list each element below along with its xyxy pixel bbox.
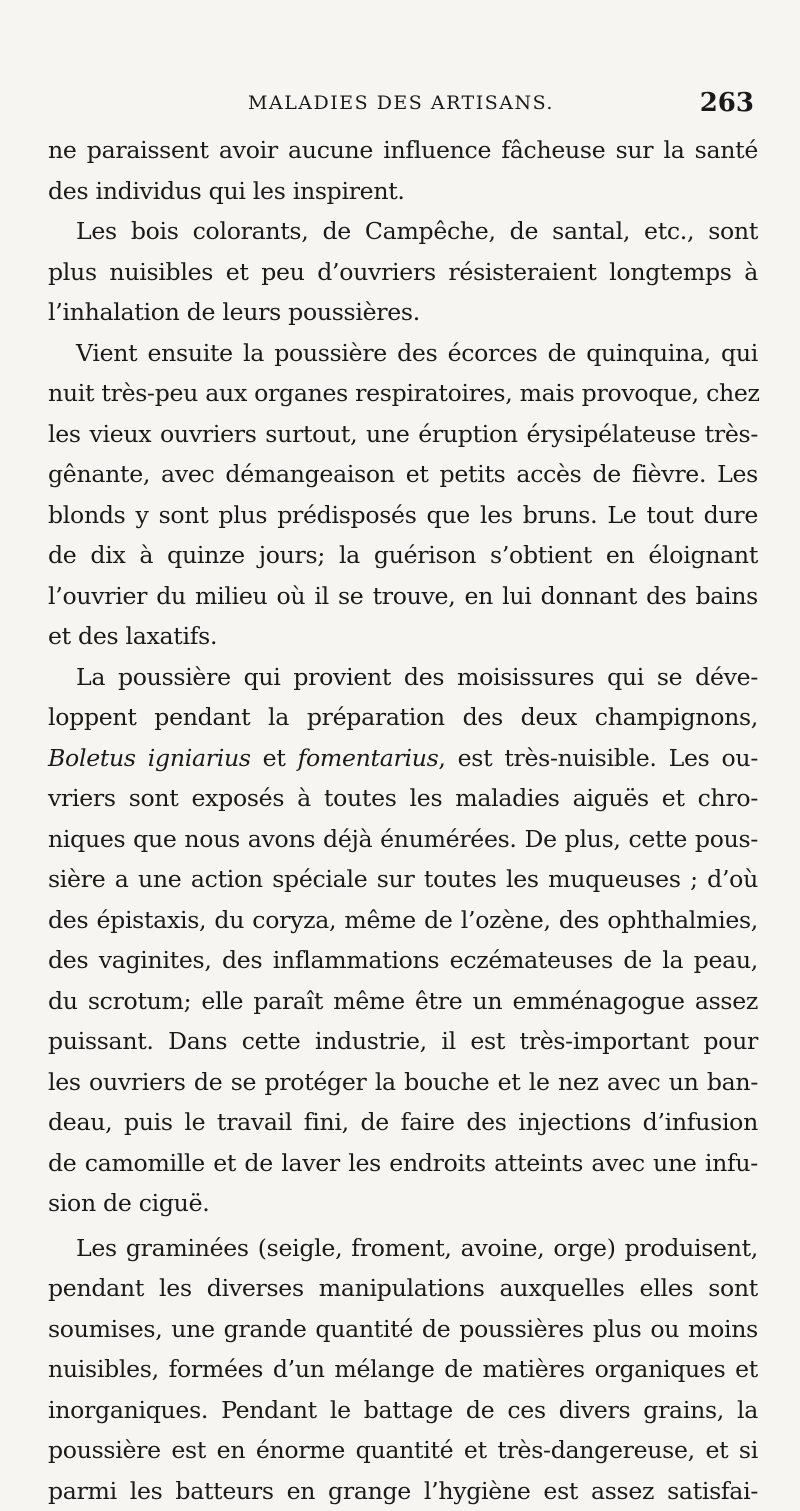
paragraph-4 [48, 657, 758, 1224]
running-title: MALADIES DES ARTISANS. [48, 92, 754, 114]
text-line: pendant les diverses manipulations auxquelles elles sont [48, 1268, 758, 1309]
text-line: parmi les batteurs en grange l’hygiène est assez satisfai- [48, 1471, 758, 1511]
text-line: nuisibles, formées d’un mélange de matières organiques et [48, 1349, 758, 1390]
species-name: Boletus igniarius [48, 744, 251, 772]
text-line: puissant. Dans cette industrie, il est très-important pour [48, 1021, 758, 1062]
text-line: loppent pendant la préparation des deux champignons, [48, 697, 758, 738]
text-line: nuit très-peu aux organes respiratoires, mais provoque, chez [48, 373, 758, 414]
text-line: l’ouvrier du milieu où il se trouve, en lui donnant des bains [48, 576, 758, 617]
text-line-with-italics [48, 738, 758, 779]
text-line: des épistaxis, du coryza, même de l’ozène, des ophthalmies, [48, 900, 758, 941]
text-line: les ouvriers de se protéger la bouche et le nez avec un ban- [48, 1062, 758, 1103]
text-line: Vient ensuite la poussière des écorces de quinquina, qui [48, 333, 758, 374]
paragraph-3 [48, 333, 758, 657]
text-line: des vaginites, des inflammations eczémateuses de la peau, [48, 940, 758, 981]
text-line: poussière est en énorme quantité et très-dangereuse, et si [48, 1430, 758, 1471]
text-line: du scrotum; elle paraît même être un emménagogue assez [48, 981, 758, 1022]
page-body [48, 130, 758, 1511]
text-line: les vieux ouvriers surtout, une éruption érysipélateuse très- [48, 414, 758, 455]
text-line: sière a une action spéciale sur toutes les muqueuses ; d’où [48, 859, 758, 900]
paragraph-2 [48, 211, 758, 333]
connector-text: et [251, 744, 298, 772]
paragraph-5 [48, 1228, 758, 1511]
paragraph-1 [48, 130, 758, 211]
text-line: Les graminées (seigle, froment, avoine, orge) produisent, [48, 1228, 758, 1269]
line-rest: , est très-nuisible. Les ou- [438, 744, 758, 772]
text-line: vriers sont exposés à toutes les maladies aiguës et chro- [48, 778, 758, 819]
text-line: de dix à quinze jours; la guérison s’obtient en éloignant [48, 535, 758, 576]
text-line: blonds y sont plus prédisposés que les bruns. Le tout dure [48, 495, 758, 536]
text-line: des individus qui les inspirent. [48, 171, 758, 212]
text-line: gênante, avec démangeaison et petits accès de fièvre. Les [48, 454, 758, 495]
text-line: et des laxatifs. [48, 616, 758, 657]
page-number: 263 [700, 88, 754, 118]
text-line: soumises, une grande quantité de poussières plus ou moins [48, 1309, 758, 1350]
running-head [48, 90, 754, 120]
text-line: l’inhalation de leurs poussières. [48, 292, 758, 333]
text-line: ne paraissent avoir aucune influence fâcheuse sur la santé [48, 130, 758, 171]
text-line: inorganiques. Pendant le battage de ces divers grains, la [48, 1390, 758, 1431]
text-line: deau, puis le travail fini, de faire des injections d’infusion [48, 1102, 758, 1143]
text-line: niques que nous avons déjà énumérées. De plus, cette pous- [48, 819, 758, 860]
species-name: fomentarius [298, 744, 439, 772]
text-line: plus nuisibles et peu d’ouvriers résisteraient longtemps à [48, 252, 758, 293]
text-line: sion de ciguë. [48, 1183, 758, 1224]
text-line: La poussière qui provient des moisissures qui se déve- [48, 657, 758, 698]
text-line: Les bois colorants, de Campêche, de santal, etc., sont [48, 211, 758, 252]
text-line: de camomille et de laver les endroits atteints avec une infu- [48, 1143, 758, 1184]
